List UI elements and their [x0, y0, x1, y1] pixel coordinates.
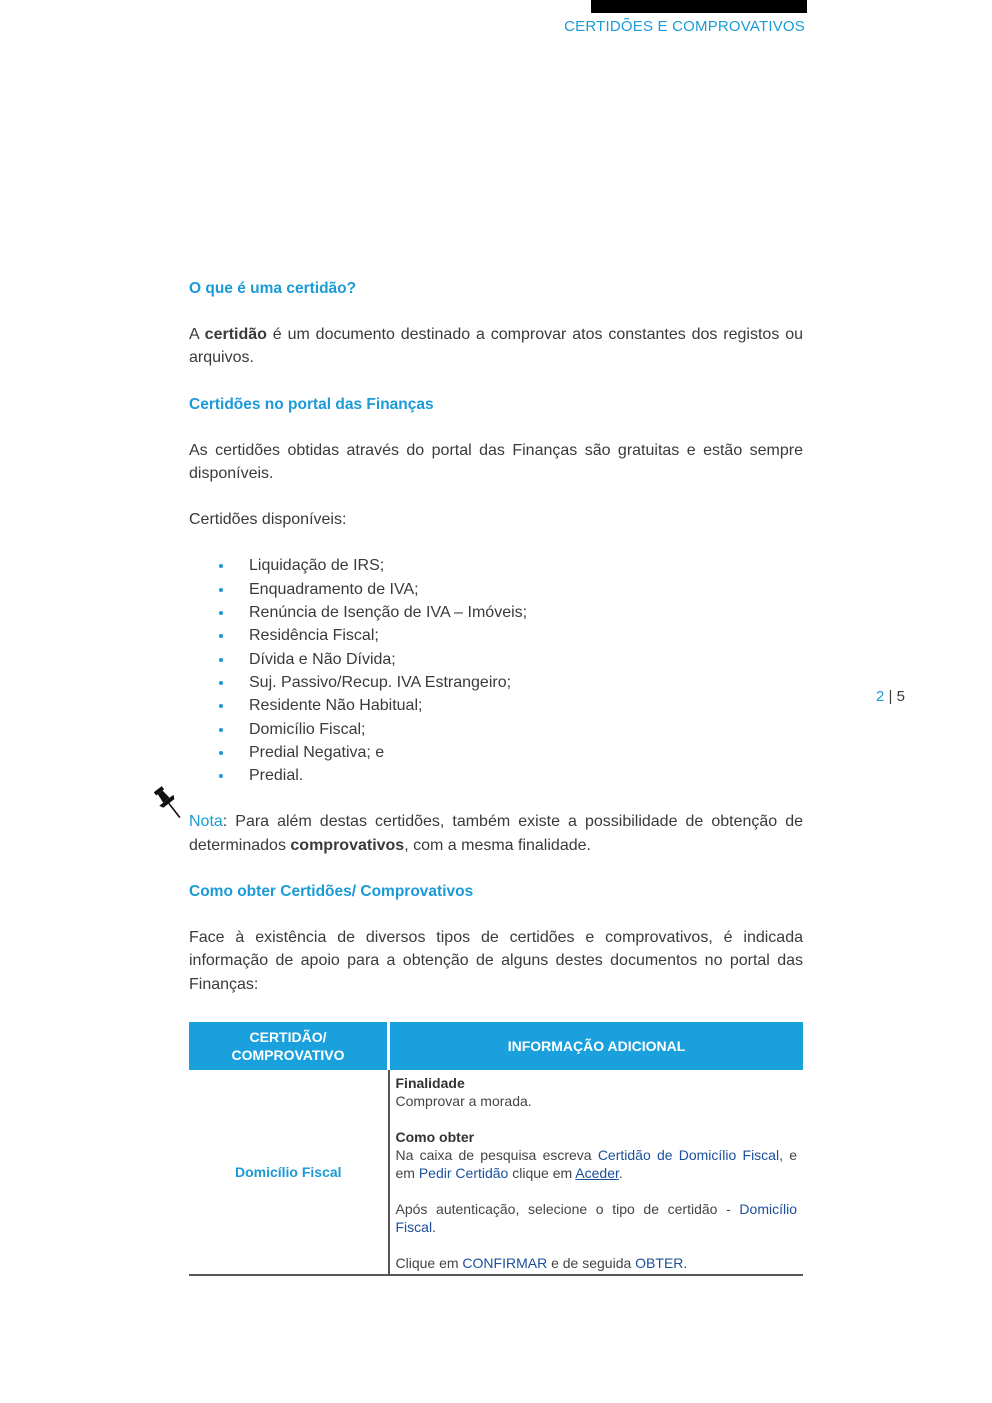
info-table — [189, 1022, 803, 1276]
como-text-1: Na caixa de pesquisa escreva — [395, 1147, 598, 1163]
paragraph-portal: As certidões obtidas através do portal das Finanças são gratuitas e estão sempre disponíveis. — [189, 441, 803, 482]
apos-text-2: . — [432, 1219, 436, 1235]
link-certidao-domicilio[interactable]: Certidão de Domicílio Fiscal — [597, 1147, 780, 1163]
confirmar-button[interactable]: CONFIRMAR — [462, 1255, 548, 1271]
list-item-text: Enquadramento de IVA; — [249, 580, 419, 598]
col1-header-line2: COMPROVATIVO — [231, 1047, 345, 1063]
list-item-text: Dívida e Não Dívida; — [249, 650, 396, 668]
bullet-icon — [219, 704, 223, 708]
como-obter-label: Como obter — [395, 1129, 475, 1145]
list-item-text: Residente Não Habitual; — [249, 697, 423, 715]
list-item — [219, 764, 803, 787]
page-total: 5 — [896, 688, 905, 705]
bullet-icon — [219, 728, 223, 732]
definition-post: é um documento destinado a comprovar atos constantes dos registos ou arquivos. — [189, 326, 804, 367]
list-item-text: Predial Negativa; e — [249, 743, 385, 761]
list-item-text: Residência Fiscal; — [249, 627, 379, 645]
list-item-text: Suj. Passivo/Recup. IVA Estrangeiro; — [249, 673, 512, 691]
clique-text-3: . — [683, 1255, 688, 1271]
list-item — [219, 578, 803, 601]
heading-how-to: Como obter Certidões/ Comprovativos — [189, 883, 474, 901]
apos-text-1: Após autenticação, selecione o tipo de certidão - — [395, 1201, 740, 1217]
bullet-icon — [219, 564, 223, 568]
list-item-text: Renúncia de Isenção de IVA – Imóveis; — [249, 604, 528, 622]
list-item-text: Liquidação de IRS; — [249, 557, 385, 575]
como-text-3: clique em — [508, 1165, 576, 1181]
heading-portal: Certidões no portal das Finanças — [189, 395, 434, 413]
link-aceder[interactable]: Aceder — [575, 1165, 619, 1181]
note-label: Nota — [189, 813, 223, 831]
obter-button[interactable]: OBTER — [635, 1255, 684, 1271]
bullet-icon — [219, 634, 223, 638]
link-domicilio-fiscal[interactable]: Domicílio Fiscal — [395, 1201, 797, 1235]
link-pedir-certidao[interactable]: Pedir Certidão — [418, 1165, 509, 1181]
list-item-text: Domicílio Fiscal; — [249, 720, 366, 738]
page-number — [876, 688, 905, 705]
bullet-icon — [219, 774, 223, 778]
clique-text — [396, 1254, 798, 1272]
col1-header-line1: CERTIDÃO/ — [249, 1029, 327, 1045]
bullet-icon — [219, 751, 223, 755]
list-item — [219, 718, 803, 741]
list-item-text: Predial. — [249, 767, 304, 785]
como-text-4: . — [618, 1165, 623, 1181]
bullet-icon — [219, 588, 223, 592]
list-intro: Certidões disponíveis: — [189, 511, 347, 529]
note-bold: comprovativos — [290, 836, 405, 854]
bullet-icon — [219, 681, 223, 685]
como-obter-text — [396, 1146, 798, 1182]
note-paragraph — [189, 810, 803, 857]
table-header-row — [189, 1022, 803, 1070]
col-header-info: INFORMAÇÃO ADICIONAL — [389, 1022, 804, 1070]
certificates-list — [189, 554, 803, 787]
list-item — [219, 671, 803, 694]
certificate-info — [389, 1070, 804, 1275]
table-row — [189, 1070, 803, 1275]
page-separator: | — [884, 688, 897, 705]
bullet-icon — [219, 658, 223, 662]
header-title: CERTIDÕES E COMPROVATIVOS — [564, 18, 805, 35]
certificate-name: Domicílio Fiscal — [189, 1070, 389, 1275]
list-item — [219, 624, 803, 647]
col-header-certificate — [189, 1022, 389, 1070]
note-pre: : Para além destas certidões, também existe a possibilidade de obtenção de determinados — [189, 813, 803, 854]
finalidade-label: Finalidade — [395, 1075, 465, 1091]
finalidade-text: Comprovar a morada. — [395, 1093, 532, 1109]
definition-bold: certidão — [204, 326, 267, 343]
document-body — [189, 277, 803, 996]
list-item — [219, 601, 803, 624]
definition-pre: A — [189, 326, 205, 343]
apos-text — [396, 1200, 798, 1236]
list-item — [219, 741, 803, 764]
note-post: , com a mesma finalidade. — [404, 836, 591, 854]
list-item — [219, 694, 803, 717]
paragraph-definition — [189, 323, 803, 370]
header-bar — [591, 0, 807, 13]
list-item — [219, 554, 803, 577]
pushpin-icon — [152, 782, 186, 822]
bullet-icon — [219, 611, 223, 615]
clique-text-1: Clique em — [395, 1255, 463, 1271]
list-item — [219, 648, 803, 671]
paragraph-how-to: Face à existência de diversos tipos de certidões e comprovativos, é indicada informação de apoio para a obtenção de alguns destes documentos no portal das Finanças: — [189, 929, 803, 993]
heading-what-is: O que é uma certidão? — [189, 280, 357, 297]
page-current: 2 — [876, 688, 885, 705]
clique-text-2: e de seguida — [547, 1255, 636, 1271]
como-text-2: , e em — [395, 1147, 797, 1181]
